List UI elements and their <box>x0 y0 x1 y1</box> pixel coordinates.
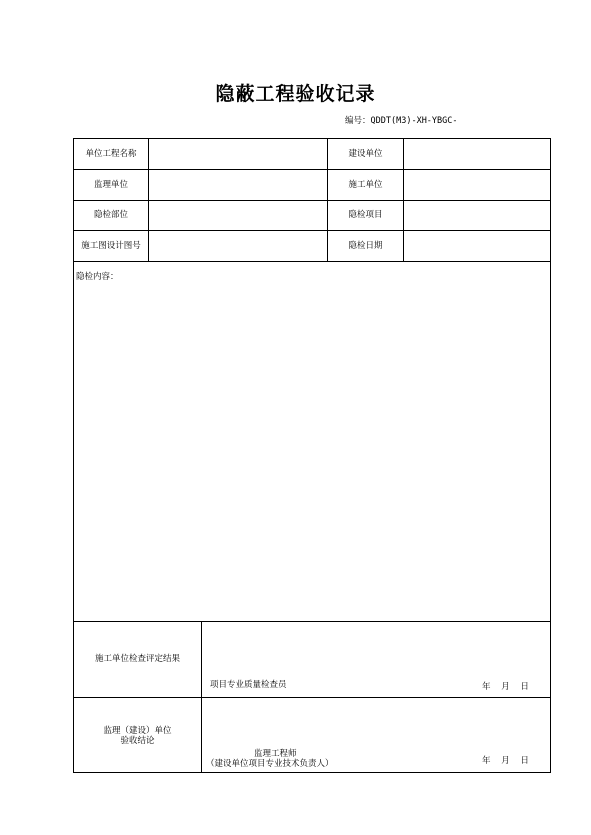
quality-inspector-label: 项目专业质量检查员 <box>210 680 287 690</box>
supervision-conclusion-label-line2: 验收结论 <box>120 736 155 746</box>
document-number-value: QDDT(M3)-XH-YBGC- <box>370 116 458 126</box>
inspection-content-field[interactable] <box>74 286 550 620</box>
inspection-item-field[interactable] <box>404 201 550 230</box>
construction-result-field[interactable] <box>202 622 550 674</box>
page-title: 隐蔽工程验收记录 <box>215 83 376 105</box>
inspection-location-label: 隐检部位 <box>93 210 128 220</box>
inspection-location-field[interactable] <box>149 201 327 230</box>
supervision-unit-label: 监理单位 <box>93 180 128 190</box>
supervision-conclusion-label-line1: 监理（建设）单位 <box>103 726 172 736</box>
inspection-item-label: 隐检项目 <box>348 210 383 220</box>
construction-result-date: 年 月 日 <box>482 682 529 692</box>
row-divider <box>73 261 551 262</box>
contractor-field[interactable] <box>404 170 550 200</box>
drawing-number-label: 施工图设计图号 <box>81 241 141 251</box>
inspection-date-field[interactable] <box>404 231 550 261</box>
construction-client-label: 建设单位 <box>348 149 383 159</box>
supervision-unit-field[interactable] <box>149 170 327 200</box>
document-number-label: 编号： <box>345 116 371 126</box>
document-number <box>345 114 458 126</box>
unit-project-name-label: 单位工程名称 <box>85 149 137 159</box>
construction-result-label: 施工单位检查评定结果 <box>94 654 180 664</box>
supervision-conclusion-field[interactable] <box>202 698 550 746</box>
supervising-engineer-label: 监理工程师 <box>254 749 297 759</box>
unit-project-name-field[interactable] <box>149 139 327 169</box>
client-technical-lead-label: （建设单位项目专业技术负责人） <box>206 759 334 769</box>
drawing-number-field[interactable] <box>149 231 327 261</box>
inspection-content-label: 隐检内容： <box>76 272 119 282</box>
inspection-date-label: 隐检日期 <box>348 241 383 251</box>
construction-client-field[interactable] <box>404 139 550 169</box>
supervision-conclusion-date: 年 月 日 <box>482 756 529 766</box>
contractor-label: 施工单位 <box>348 180 383 190</box>
